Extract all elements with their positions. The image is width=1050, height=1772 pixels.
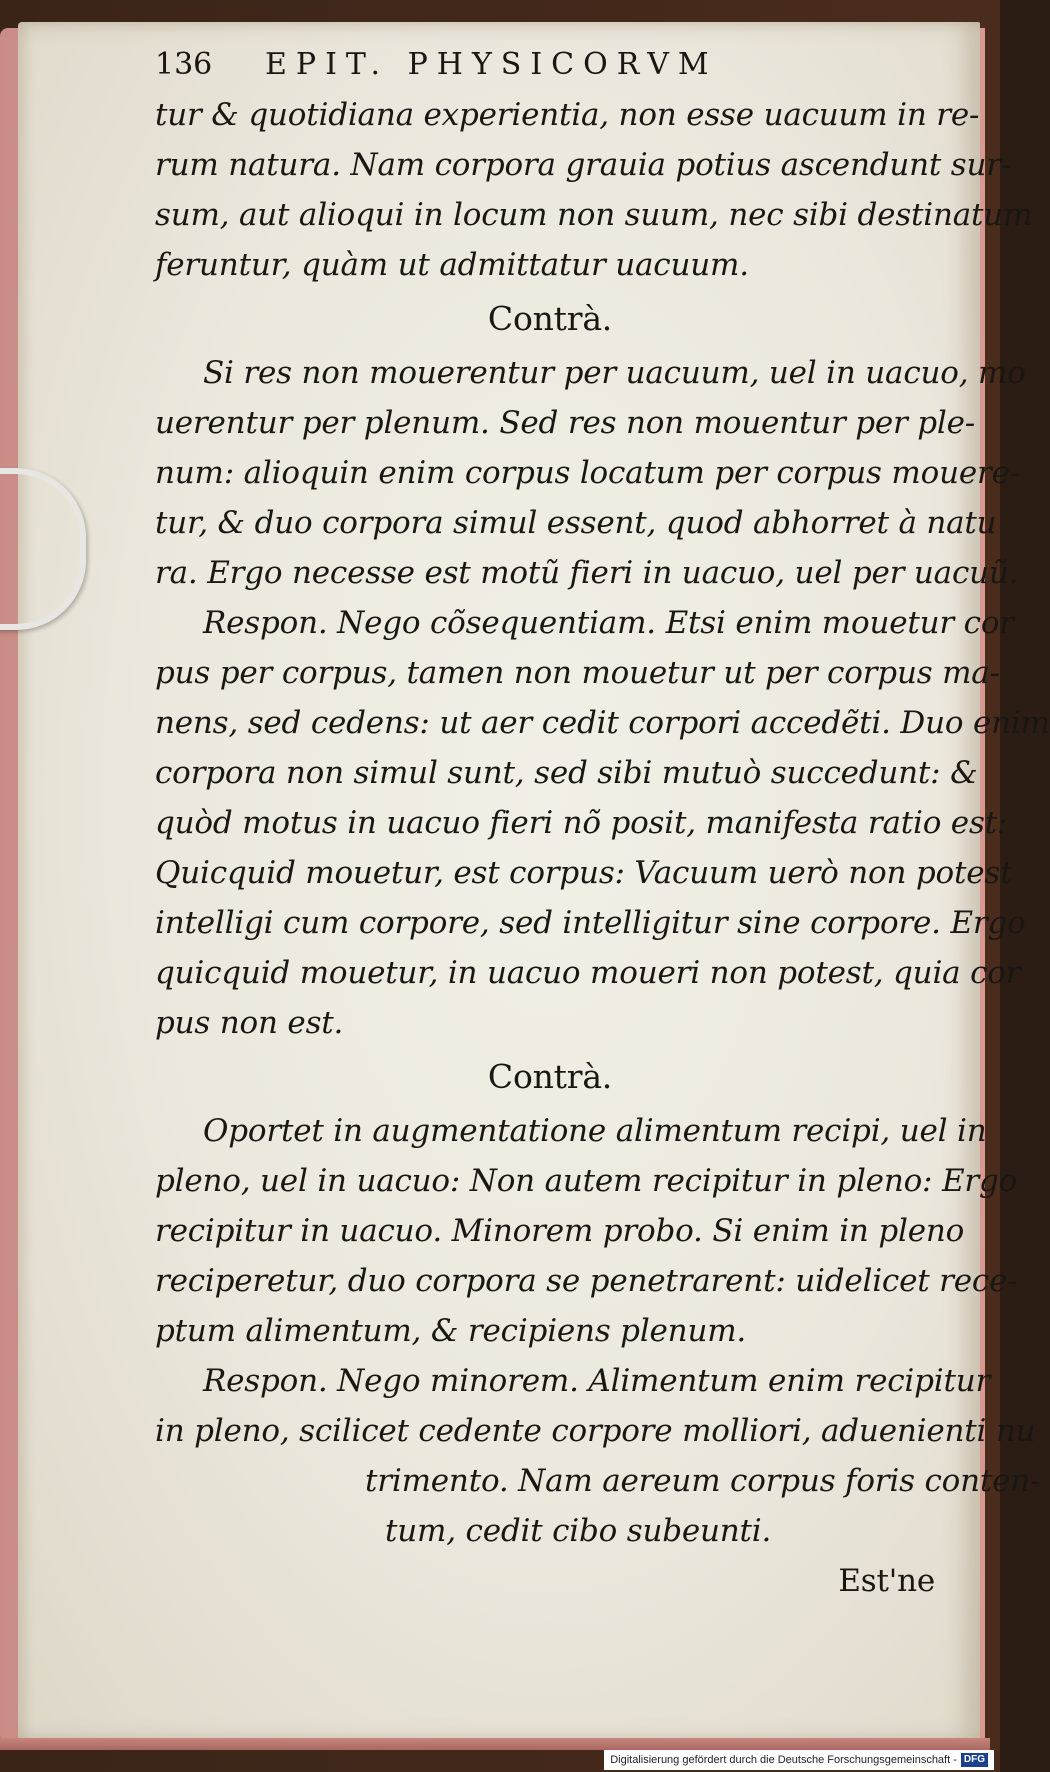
dfg-logo-icon: DFG <box>961 1753 988 1767</box>
text-line: tum, cedit cibo subeunti. <box>385 1513 772 1549</box>
text-line: trimento. Nam aereum corpus foris conten- <box>365 1463 1041 1499</box>
text-line: intelligi cum corpore, sed intelligitur sine corpore. Ergo <box>155 905 1026 941</box>
text-line: pus per corpus, tamen non mouetur ut per corpus ma- <box>155 655 1000 691</box>
text-line: tur, & duo corpora simul essent, quod abhorret à natu <box>155 505 997 541</box>
text-line: Respon. Nego cõsequentiam. Etsi enim mouetur cor <box>203 605 1014 641</box>
text-line: Quicquid mouetur, est corpus: Vacuum uerò non potest <box>155 855 1013 891</box>
section-heading: Contrà. <box>487 299 613 338</box>
text-line: quòd motus in uacuo fieri nõ posit, manifesta ratio est: <box>155 805 1008 841</box>
opening-paragraph <box>155 90 1033 290</box>
text-line: rum natura. Nam corpora grauia potius ascendunt sur- <box>155 147 1012 183</box>
section-heading: Contrà. <box>487 1057 613 1096</box>
text-line: pleno, uel in uacuo: Non autem recipitur in pleno: Ergo <box>155 1163 1018 1199</box>
text-line: quicquid mouetur, in uacuo moueri non potest, quia cor <box>155 955 1021 991</box>
running-head: EPIT. PHYSICORVM <box>265 47 718 82</box>
text-line: uerentur per plenum. Sed res non mouentur per ple- <box>155 405 976 441</box>
text-line: feruntur, quàm ut admittatur uacuum. <box>155 247 749 283</box>
text-line: corpora non simul sunt, sed sibi mutuò succedunt: & <box>155 755 978 791</box>
text-line: Si res non mouerentur per uacuum, uel in uacuo, mo <box>203 355 1026 391</box>
text-line: ra. Ergo necesse est motũ fieri in uacuo, uel per uacuũ. <box>155 555 1019 591</box>
page-number: 136 <box>155 47 213 82</box>
text-line: reciperetur, duo corpora se penetrarent: uidelicet rece- <box>155 1263 1018 1299</box>
text-line: Respon. Nego minorem. Alimentum enim recipitur <box>203 1363 991 1399</box>
text-line: in pleno, scilicet cedente corpore molliori, aduenienti nu <box>155 1413 1036 1449</box>
section-1-text <box>155 348 1050 1048</box>
text-line: pus non est. <box>155 1005 344 1041</box>
page-text <box>155 40 1050 1606</box>
text-line: ptum alimentum, & recipiens plenum. <box>155 1313 747 1349</box>
text-line: sum, aut alioqui in locum non suum, nec sibi destinatum <box>155 197 1033 233</box>
page-bottom-edge <box>0 1738 990 1750</box>
text-line: recipitur in uacuo. Minorem probo. Si enim in pleno <box>155 1213 965 1249</box>
text-line: Oportet in augmentatione alimentum recipi, uel in <box>203 1113 987 1149</box>
digitization-footer <box>604 1750 994 1770</box>
footer-credit: Digitalisierung gefördert durch die Deutsche Forschungsgemeinschaft - <box>610 1754 957 1766</box>
catchword: Est'ne <box>838 1563 935 1599</box>
section-2-text <box>155 1106 1041 1556</box>
text-line: tur & quotidiana experientia, non esse uacuum in re- <box>155 97 980 133</box>
page-header <box>155 40 945 90</box>
text-line: num: alioquin enim corpus locatum per corpus mouere- <box>155 455 1021 491</box>
text-line: nens, sed cedens: ut aer cedit corpori accedẽti. Duo enim <box>155 705 1050 741</box>
